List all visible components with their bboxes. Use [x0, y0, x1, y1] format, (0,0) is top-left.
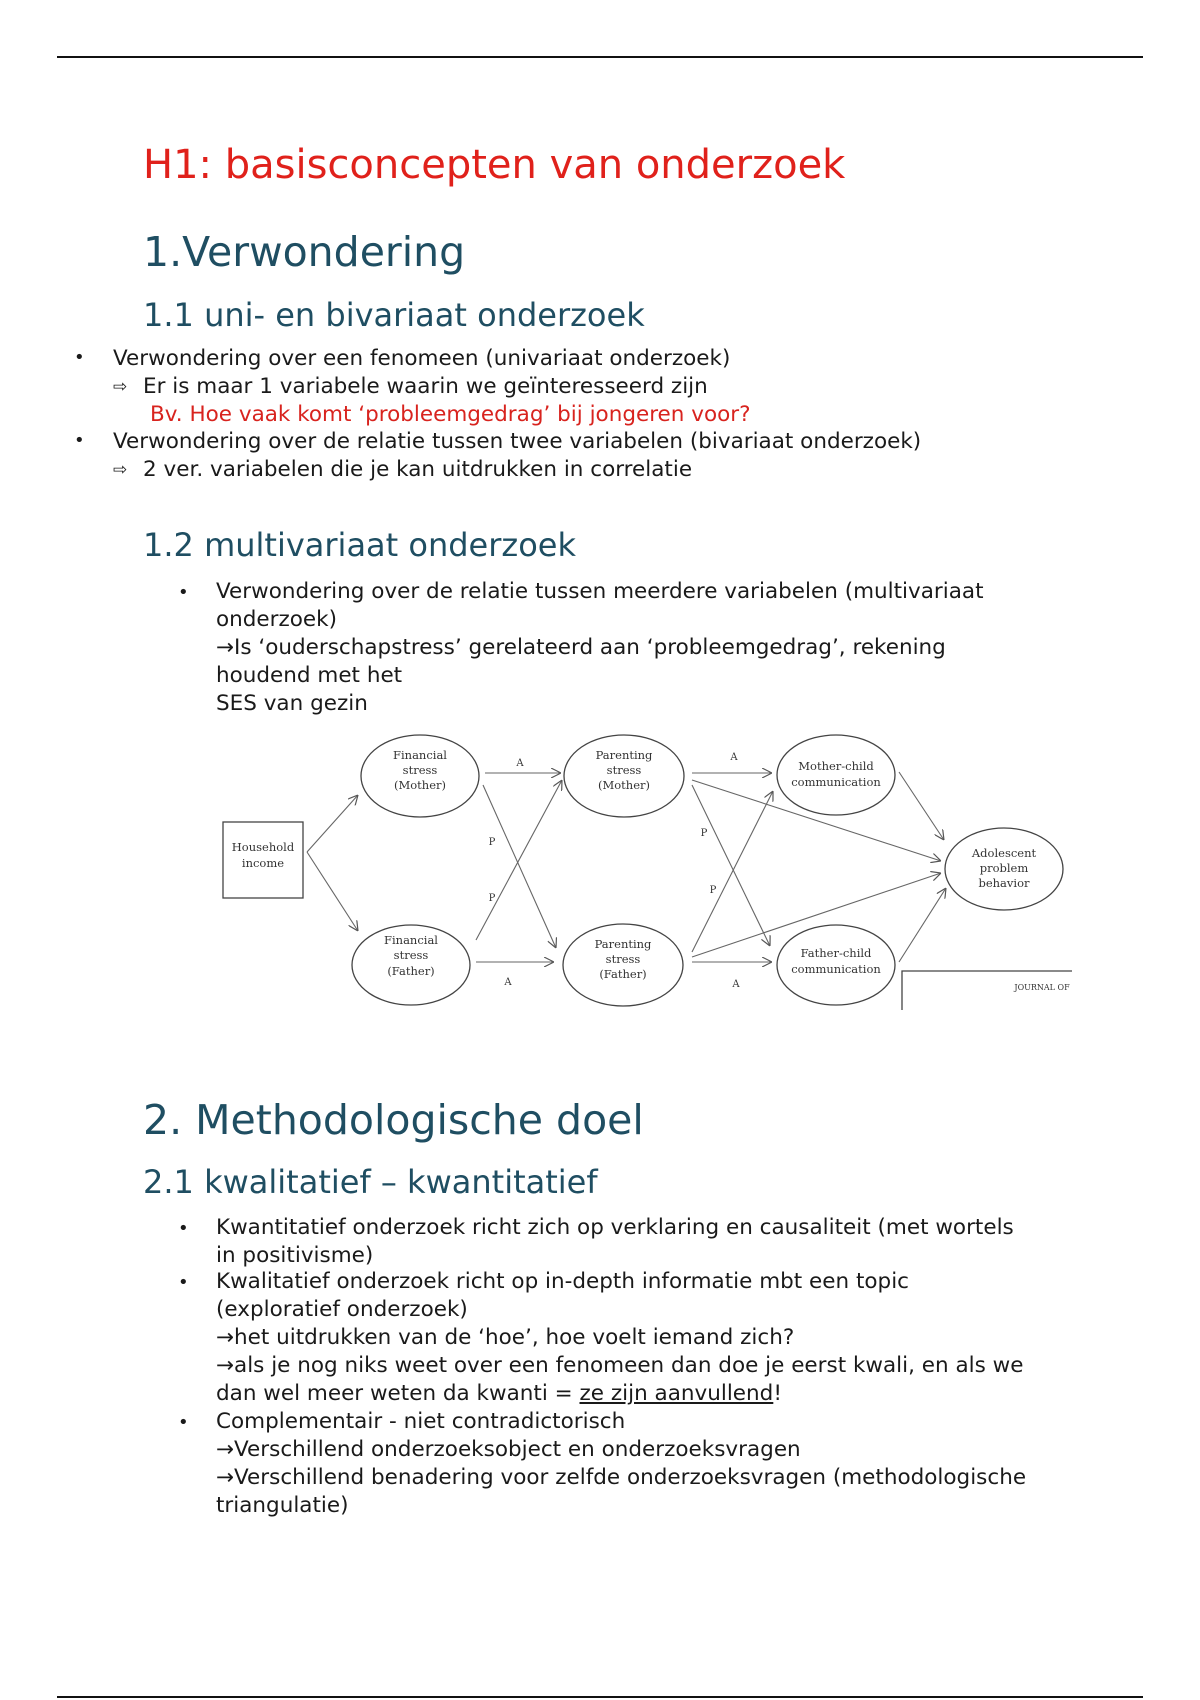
arrow-household-to-fin-father — [307, 852, 358, 931]
household-label: income — [241, 856, 285, 870]
text-line: (exploratief onderzoek) — [216, 1297, 468, 1322]
text-line: Verwondering over de relatie tussen meerdere variabelen (multivariaat — [216, 579, 984, 604]
mc-comm-label: communication — [791, 775, 881, 789]
arrow-par-mother-to-fc-comm — [692, 785, 770, 946]
arrow-fc-comm-to-adolescent — [899, 888, 946, 962]
mc-comm-label: Mother-child — [798, 759, 874, 773]
fin-father-label: Financial — [384, 933, 438, 947]
text-span: dan wel meer weten da kwanti = — [216, 1381, 580, 1406]
par-father-label: (Father) — [599, 967, 647, 981]
underlined-text: ze zijn aanvullend — [579, 1381, 774, 1406]
arrow-icon: ⇨ — [113, 377, 128, 397]
path-label-a: A — [732, 979, 740, 990]
bullet-univariaat: Verwondering over een fenomeen (univariaat onderzoek) — [113, 346, 731, 371]
bottom-rule — [57, 1696, 1143, 1698]
heading-kwalitatief-kwantitatief: 2.1 kwalitatief – kwantitatief — [143, 1163, 598, 1201]
text-line: →als je nog niks weet over een fenomeen dan doe je eerst kwali, en als we — [216, 1353, 1024, 1378]
arrow-fin-father-to-par-mother — [476, 780, 562, 940]
bullet-bivariaat: Verwondering over de relatie tussen twee variabelen (bivariaat onderzoek) — [113, 429, 922, 454]
bivariaat-detail: 2 ver. variabelen die je kan uitdrukken in correlatie — [143, 457, 693, 482]
text-span: ! — [773, 1381, 782, 1406]
fin-mother-label: Financial — [393, 748, 447, 762]
fin-father-label: (Father) — [387, 964, 435, 978]
household-label: Household — [231, 840, 295, 854]
bullet-marker: • — [178, 1272, 189, 1293]
arrow-fin-mother-to-par-father — [483, 785, 556, 948]
path-label-p: P — [488, 837, 496, 848]
par-mother-label: (Mother) — [597, 778, 651, 792]
text-line: Kwantitatief onderzoek richt zich op verklaring en causaliteit (met wortels — [216, 1215, 1014, 1240]
text-line: →Is ‘ouderschapstress’ gerelateerd aan ‘probleemgedrag’, rekening — [216, 635, 946, 660]
path-label-p: P — [488, 893, 496, 904]
text-line: onderzoek) — [216, 607, 338, 632]
text-line: Kwalitatief onderzoek richt op in-depth informatie mbt een topic — [216, 1269, 909, 1294]
par-mother-label: Parenting — [595, 748, 653, 762]
text-line: →Verschillend benadering voor zelfde onderzoeksvragen (methodologische — [216, 1465, 1027, 1490]
text-line — [216, 1380, 1023, 1408]
bullet-complementair — [216, 1408, 1026, 1520]
heading-multivariaat: 1.2 multivariaat onderzoek — [143, 526, 576, 564]
adolescent-label: problem — [979, 861, 1029, 875]
fc-comm-label: communication — [791, 962, 881, 976]
path-label-a: A — [516, 758, 524, 769]
par-mother-label: stress — [606, 763, 642, 777]
fin-father-label: stress — [393, 948, 429, 962]
path-label-p: P — [709, 885, 717, 896]
bullet-marker: • — [178, 1218, 189, 1239]
text-line: →Verschillend onderzoeksobject en onderzoeksvragen — [216, 1437, 801, 1462]
adolescent-label: Adolescent — [971, 846, 1037, 860]
fin-mother-label: (Mother) — [393, 778, 447, 792]
bullet-marker: • — [74, 347, 85, 368]
bullet-kwalitatief — [216, 1268, 1023, 1408]
path-label-a: A — [730, 752, 738, 763]
par-father-label: Parenting — [594, 937, 652, 951]
fc-comm-label: Father-child — [800, 946, 872, 960]
path-label-a: A — [504, 977, 512, 988]
fin-mother-label: stress — [402, 763, 438, 777]
page-title: H1: basisconcepten van onderzoek — [143, 142, 846, 188]
heading-uni-bivariaat: 1.1 uni- en bivariaat onderzoek — [143, 296, 645, 334]
text-line: Complementair - niet contradictorisch — [216, 1409, 626, 1434]
univariaat-example: Bv. Hoe vaak komt ‘probleemgedrag’ bij jongeren voor? — [150, 402, 751, 427]
text-line: SES van gezin — [216, 691, 368, 716]
journal-label: JOURNAL OF — [1014, 983, 1070, 992]
bullet-marker: • — [178, 582, 189, 603]
bullet-marker: • — [178, 1412, 189, 1433]
text-line: in positivisme) — [216, 1243, 374, 1268]
bullet-kwantitatief — [216, 1214, 1014, 1270]
bullet-marker: • — [74, 430, 85, 451]
heading-verwondering: 1.Verwondering — [143, 228, 466, 276]
arrow-par-father-to-adolescent — [692, 873, 941, 957]
text-line: →het uitdrukken van de ‘hoe’, hoe voelt iemand zich? — [216, 1325, 795, 1350]
par-father-label: stress — [605, 952, 641, 966]
path-label-p: P — [700, 828, 708, 839]
arrow-household-to-fin-mother — [307, 795, 358, 852]
text-line: triangulatie) — [216, 1493, 349, 1518]
text-line: houdend met het — [216, 663, 403, 688]
arrow-mc-comm-to-adolescent — [899, 772, 944, 840]
heading-methodologische-doel: 2. Methodologische doel — [143, 1096, 644, 1144]
univariaat-detail: Er is maar 1 variabele waarin we geïnteresseerd zijn — [143, 374, 708, 399]
arrow-par-mother-to-adolescent — [692, 780, 941, 861]
arrow-icon: ⇨ — [113, 460, 128, 480]
adolescent-label: behavior — [978, 876, 1030, 890]
